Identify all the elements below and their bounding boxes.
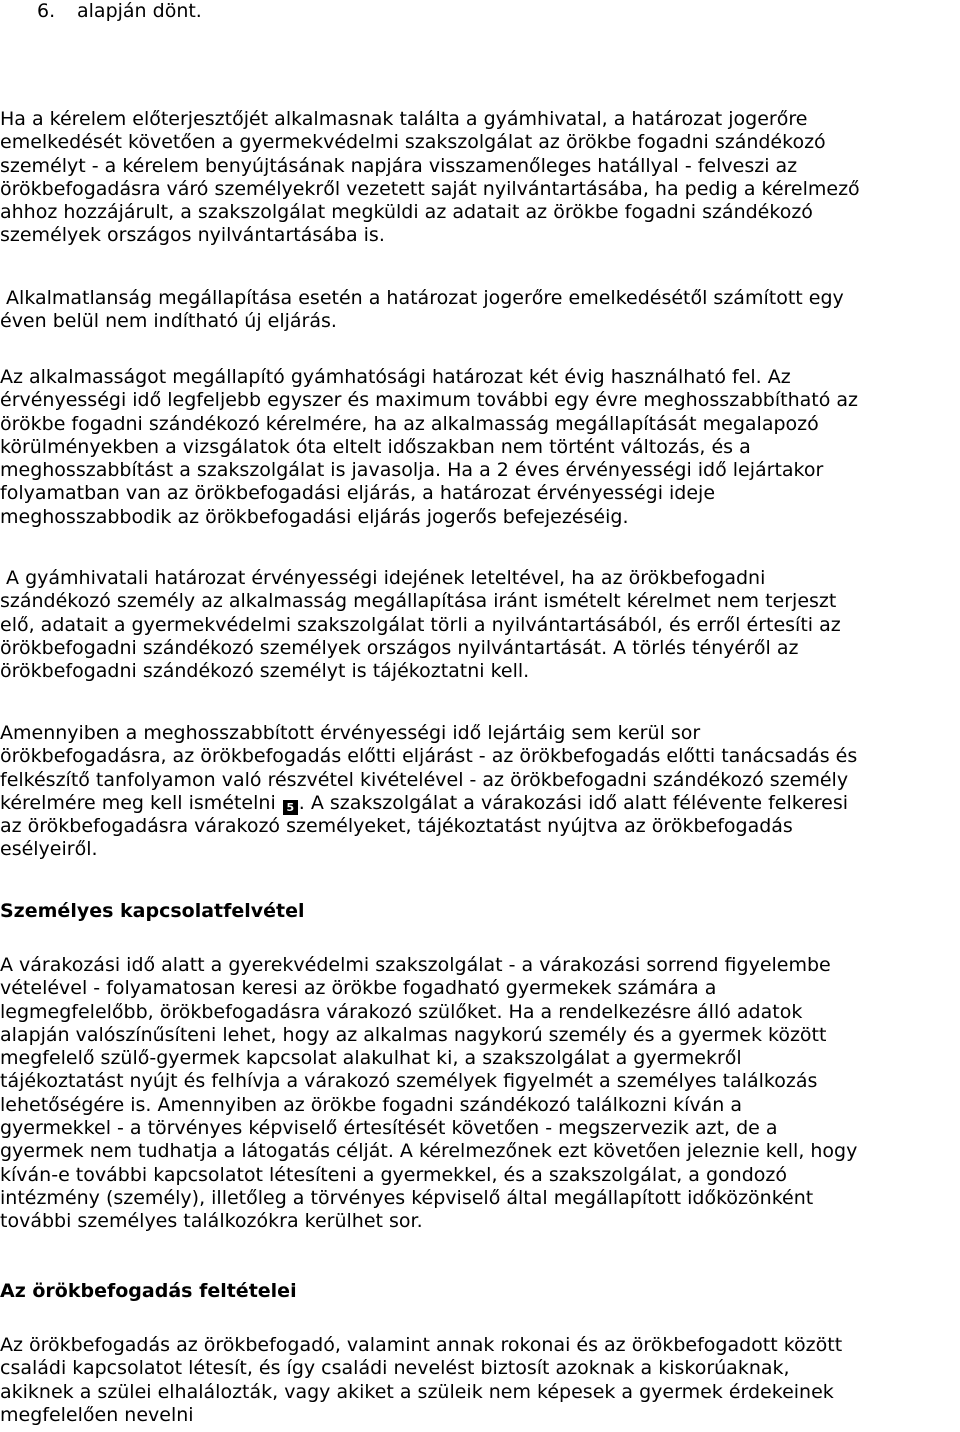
text-line: A gyámhivatali határozat érvényességi idejének leteltével, ha az örökbefogadni bbox=[0, 567, 766, 589]
text-line: meghosszabbodik az örökbefogadási eljárás jogerős befejezéséig. bbox=[0, 505, 629, 528]
text-line: Alkalmatlanság megállapítása esetén a határozat jogerőre emelkedésétől számított egy bbox=[0, 287, 844, 309]
text-line: vételével - folyamatosan keresi az örökbe fogadható gyermekek számára a bbox=[0, 977, 717, 1000]
text-line-with-icon bbox=[0, 792, 960, 815]
text-line: megfelelő szülő-gyermek kapcsolat alakulhat ki, a szakszolgálat a gyermekről bbox=[0, 1047, 742, 1070]
section-heading-personal-contact bbox=[0, 900, 960, 923]
text-line: tájékoztatást nyújt és felhívja a várakozó személyek figyelmét a személyes találkozás bbox=[0, 1070, 818, 1093]
text-line: körülményekben a vizsgálatok óta eltelt időszakban nem történt változás, és a bbox=[0, 435, 751, 458]
paragraph-1 bbox=[0, 108, 960, 248]
text-line: felkészítő tanfolyamon való részvétel kivételével - az örökbefogadni szándékozó személy bbox=[0, 768, 849, 791]
paragraph-6 bbox=[0, 954, 960, 1234]
text-line: Az örökbefogadás az örökbefogadó, valamint annak rokonai és az örökbefogadott között bbox=[0, 1334, 843, 1356]
text-line: esélyeiről. bbox=[0, 838, 98, 861]
text-line: örökbefogadni szándékozó személyek országos nyilvántartását. A törlés tényéről az bbox=[0, 636, 799, 659]
text-line: intézmény (személy), illetőleg a törvényes képviselő által megállapított időközönként bbox=[0, 1186, 814, 1209]
text-line: lehetőségére is. Amennyiben az örökbe fogadni szándékozó találkozni kíván a bbox=[0, 1093, 743, 1116]
paragraph-5 bbox=[0, 722, 960, 862]
paragraph-4 bbox=[0, 567, 960, 683]
text-line: alapján valószínűsíteni lehet, hogy az alkalmas nagykorú személy és a gyermek között bbox=[0, 1023, 827, 1046]
text-line: elő, adatait a gyermekvédelmi szakszolgálat törli a nyilvántartásából, és erről értesíti az bbox=[0, 613, 841, 636]
heading-text: Az örökbefogadás feltételei bbox=[0, 1280, 297, 1302]
text-line: ahhoz hozzájárult, a szakszolgálat megküldi az adatait az örökbe fogadni szándékozó bbox=[0, 201, 813, 224]
text-line: legmegfelelőbb, örökbefogadásra várakozó szülőket. Ha a rendelkezésre álló adatok bbox=[0, 1000, 803, 1023]
text-line: akiknek a szülei elhalálozták, vagy akiket a szüleik nem képesek a gyermek érdekeinek bbox=[0, 1380, 834, 1403]
text-fragment: kérelmére meg kell ismételni bbox=[0, 791, 282, 814]
text-line: folyamatban van az örökbefogadási eljárás, a határozat érvényességi ideje bbox=[0, 482, 716, 505]
paragraph-7 bbox=[0, 1334, 960, 1427]
text-line: személyt - a kérelem benyújtásának napjára visszamenőleges hatállyal - felveszi az bbox=[0, 154, 798, 177]
list-item-text: alapján dönt. bbox=[77, 0, 202, 22]
paragraph-3 bbox=[0, 366, 960, 529]
text-line: örökbe fogadni szándékozó kérelmére, ha az alkalmasság megállapítását megalapozó bbox=[0, 412, 819, 435]
text-line: Ha a kérelem előterjesztőjét alkalmasnak találta a gyámhivatal, a határozat jogerőre bbox=[0, 108, 808, 130]
text-line: személyek országos nyilvántartásába is. bbox=[0, 224, 385, 247]
text-line: meghosszabbítást a szakszolgálat is javasolja. Ha a 2 éves érvényességi idő lejártakor bbox=[0, 459, 824, 482]
list-number: 6. bbox=[37, 0, 56, 22]
text-line: érvényességi idő legfeljebb egyszer és maximum további egy évre meghosszabbítható az bbox=[0, 389, 858, 412]
text-line: Az alkalmasságot megállapító gyámhatósági határozat két évig használható fel. Az bbox=[0, 366, 791, 388]
text-line: éven belül nem indítható új eljárás. bbox=[0, 310, 337, 333]
text-line: megfelelően nevelni bbox=[0, 1403, 194, 1426]
footnote-5-icon[interactable]: 5 bbox=[283, 800, 298, 815]
text-line: örökbefogadásra, az örökbefogadás előtti eljárást - az örökbefogadás előtti tanácsadás és bbox=[0, 745, 858, 768]
text-line: családi kapcsolatot létesít, és így családi nevelést biztosít azoknak a kiskorúaknak, bbox=[0, 1357, 790, 1380]
text-line: gyermek nem tudhatja a látogatás célját. A kérelmezőnek ezt követően jeleznie kell, hogy bbox=[0, 1140, 858, 1163]
text-line: A várakozási idő alatt a gyerekvédelmi szakszolgálat - a várakozási sorrend figyelembe bbox=[0, 954, 831, 976]
text-line: emelkedését követően a gyermekvédelmi szakszolgálat az örökbe fogadni szándékozó bbox=[0, 131, 826, 154]
text-line: kíván-e további kapcsolatot létesíteni a gyermekkel, és a szakszolgálat, a gondozó bbox=[0, 1163, 787, 1186]
text-line: gyermekkel - a törvényes képviselő értesítését követően - megszervezik azt, de a bbox=[0, 1117, 778, 1140]
text-line: további személyes találkozókra kerülhet sor. bbox=[0, 1210, 423, 1233]
text-line: Amennyiben a meghosszabbított érvényességi idő lejártáig sem kerül sor bbox=[0, 722, 701, 744]
text-line: örökbefogadni szándékozó személyt is tájékoztatni kell. bbox=[0, 660, 530, 683]
text-line: szándékozó személy az alkalmasság megállapítása iránt ismételt kérelmet nem terjeszt bbox=[0, 590, 837, 613]
text-fragment: . A szakszolgálat a várakozási idő alatt félévente felkeresi bbox=[298, 791, 849, 814]
section-heading-adoption-conditions bbox=[0, 1280, 960, 1303]
paragraph-2 bbox=[0, 287, 960, 334]
list-item-6 bbox=[0, 0, 960, 23]
heading-text: Személyes kapcsolatfelvétel bbox=[0, 900, 305, 922]
text-line: örökbefogadásra váró személyekről vezetett saját nyilvántartásába, ha pedig a kérelmező bbox=[0, 177, 860, 200]
text-line: az örökbefogadásra várakozó személyeket, tájékoztatást nyújtva az örökbefogadás bbox=[0, 815, 793, 838]
